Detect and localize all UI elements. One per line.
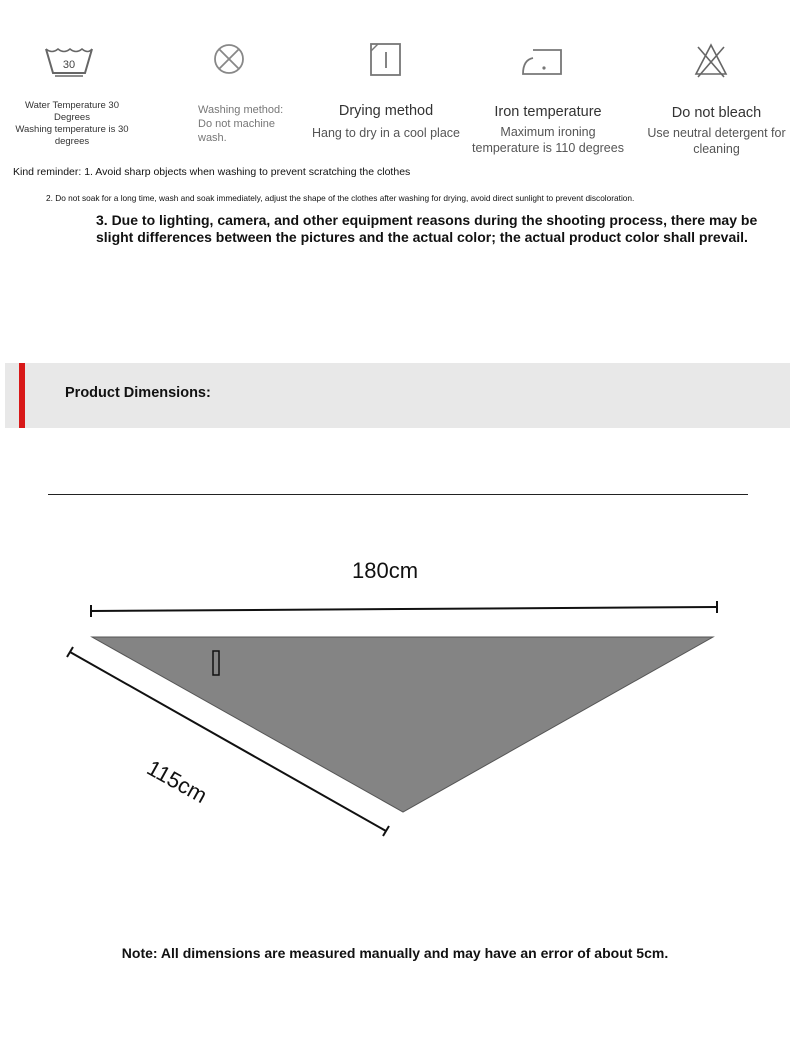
drip-dry-icon [369,42,403,78]
wash-temperature-text [8,100,136,148]
no-machine-wash-icon [212,42,246,76]
wash-30-icon [43,45,95,79]
section-title: Product Dimensions: [65,385,211,401]
ironing-sub: Maximum ironing temperature is 110 degrees [472,125,624,155]
side-label: 115cm [142,755,212,809]
section-divider [48,494,748,495]
no-bleach-icon [692,41,730,79]
ironing-title: Iron temperature [494,104,602,120]
measurement-note: Note: All dimensions are measured manually and may have an error of about 5cm. [121,945,669,961]
dimension-diagram [0,590,790,850]
bleach-title: Do not bleach [671,105,762,121]
side-measure-tick-top [67,647,73,657]
wash-temperature-number: 30 [62,59,76,71]
bleach-text [635,105,790,157]
wash-temperature-title: Water Temperature 30 Degrees [25,100,119,123]
wash-temperature-sub: Washing temperature is 30 degrees [15,124,129,147]
drying-sub: Hang to dry in a cool place [311,126,460,140]
bleach-sub: Use neutral detergent for cleaning [647,126,786,156]
side-measure-tick-bottom [383,826,389,836]
width-label: 180cm [352,558,419,583]
iron-icon [519,44,565,78]
drying-title: Drying method [338,103,434,119]
reminder-line-2: 2. Do not soak for a long time, wash and soak immediately, adjust the shape of the clothes after washing for drying, avoid direct sunlight to prevent discoloration. [46,193,635,203]
reminder-line-3: 3. Due to lighting, camera, and other equipment reasons during the shooting process, there may be slight differences between the pictures and the actual color; the actual product color shall prevail. [96,212,758,245]
ironing-text [466,104,630,156]
no-machine-wash-text: Washing method: Do not machine wash. [198,104,284,144]
drying-text [300,103,472,141]
reminder-line-1: Kind reminder: 1. Avoid sharp objects when washing to prevent scratching the clothes [13,166,411,178]
width-measure-line [91,607,717,611]
section-accent-bar [19,363,25,428]
